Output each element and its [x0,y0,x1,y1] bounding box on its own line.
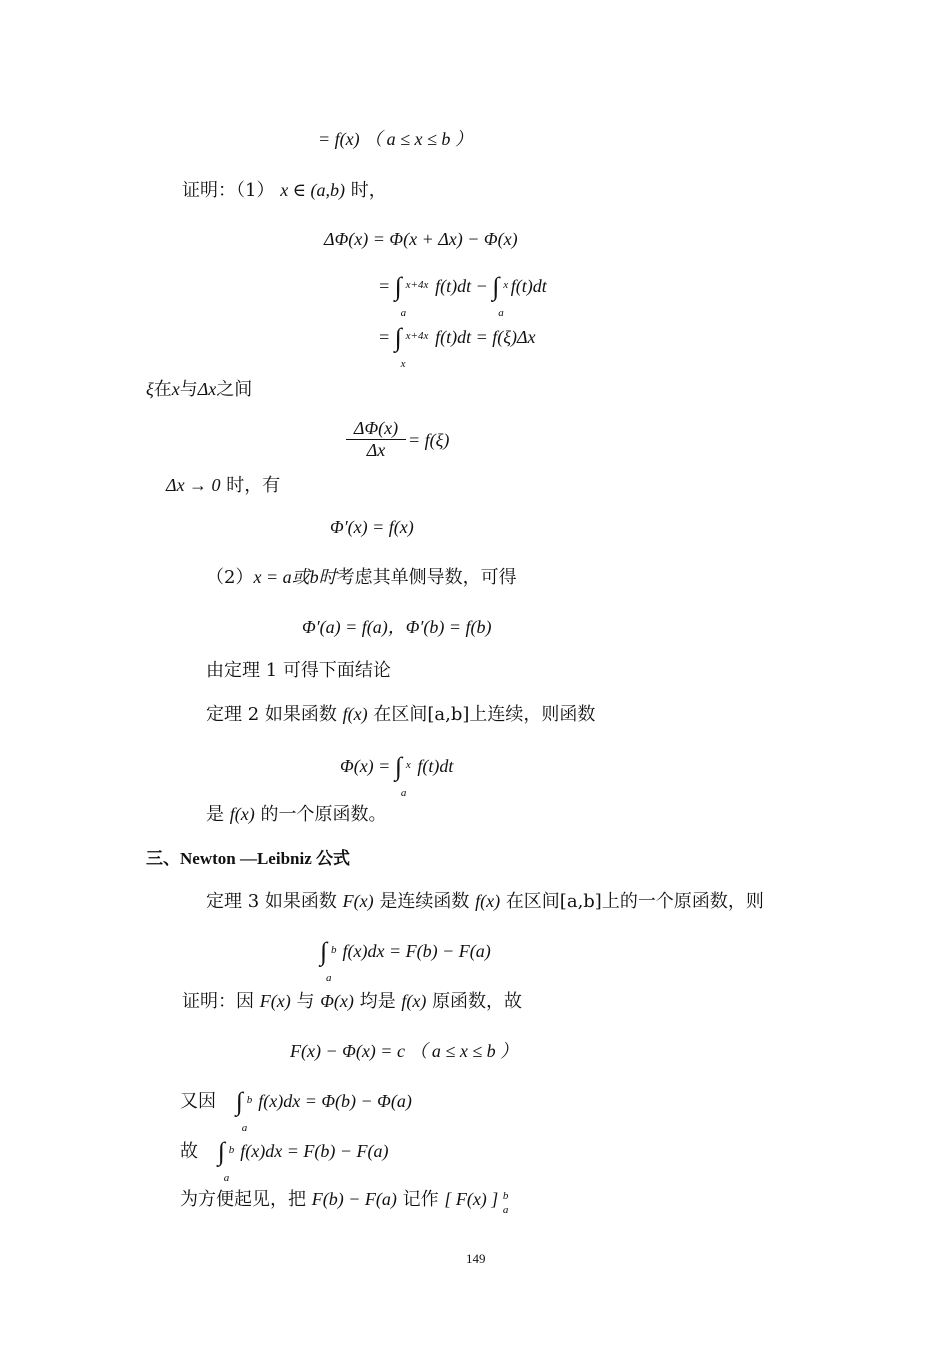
fraction [346,418,406,461]
difference-Fb-Fa: F(b) − F(a) [311,1189,397,1209]
integral-F-body: f(x)dx = F(b) − F(a) [240,1141,389,1161]
lower-limit: a [400,306,407,319]
limit-line [166,474,280,497]
theorem-3-line [206,890,764,913]
text-yu: 与 [179,379,198,400]
text-antiderivative-therefore: 原函数，故 [432,991,523,1012]
when-text: 时， [350,180,387,201]
derivative-equation: Φ′(x) = f(x) [330,517,414,537]
function-fx: f(x) [401,991,427,1011]
upper-limit: x+4x [405,278,429,291]
function-phi: Φ(x) [320,991,354,1011]
integral-sign: ∫ b a [218,1141,232,1165]
upper-limit: b [331,943,337,956]
text-also-because: 又因 [180,1091,216,1112]
delta-x-to-zero: Δx → 0 [166,475,221,495]
integrand: f(t)dt [417,756,454,776]
integral-sign: ∫ x+4x x [395,327,409,351]
fraction-rhs: = f(ξ) [408,430,450,450]
theorem-3-label: 定理 3 如果函数 [206,891,337,912]
integral-sign: ∫ x+4x a [395,276,409,300]
delta-x-symbol: Δx [197,379,217,399]
theorem-2-line [206,703,595,726]
xi-between-line [146,378,252,401]
text-for-convenience: 为方便起见，把 [180,1189,306,1210]
endpoint-derivatives: Φ′(a) = f(a)，Φ′(b) = f(b) [302,617,492,637]
theorem-3-text: 在区间[a,b]上的一个原函数，则 [505,891,764,912]
integrand-1: f(t)dt − [435,276,488,296]
theorem-2-label: 定理 2 如果函数 [206,704,337,725]
equals-sign: = [378,327,391,347]
integral-sign: ∫ x a [395,756,409,780]
upper-limit: b [246,1093,253,1106]
proof-label: 证明：（1） [182,180,275,201]
theorem-2-text: 在区间[a,b]上连续，则函数 [373,704,596,725]
text-denote-as: 记作 [402,1189,439,1210]
x-symbol: x [171,379,180,399]
xi-symbol: ξ [146,379,154,399]
upper-limit: b [228,1143,235,1156]
integral-sign: ∫ b a [320,941,334,965]
fraction-numerator: ΔΦ(x) [353,418,399,438]
function-fx: f(x) [342,704,368,724]
proof-part2-line [206,566,517,589]
integrand: f(t)dt = f(ξ)Δx [435,327,536,347]
part2-label: （2） [206,567,254,588]
delta-phi-equation: ΔΦ(x) = Φ(x + Δx) − Φ(x) [324,229,518,249]
text-continuous-function: 是连续函数 [379,891,470,912]
condition-x-in-ab: x ∈ (a,b) [280,180,345,200]
page-number: 149 [466,1251,486,1266]
lower-limit: x [400,357,406,370]
conclusion-text: 由定理 1 可得下面结论 [206,660,391,681]
text-zai: 在 [153,379,172,400]
integral-sign: ∫ b a [236,1091,250,1115]
text-therefore: 故 [180,1141,198,1162]
lower-limit: a [241,1121,248,1134]
therefore-line [180,1136,389,1184]
text-between: 之间 [216,379,253,400]
function-fx: f(x) [475,891,501,911]
phi-definition [340,751,454,799]
lower-limit: a [223,1171,230,1184]
function-fx: f(x) [229,804,255,824]
mean-value-line [378,322,536,370]
section-heading: 三、Newton —Leibniz 公式 [146,849,350,868]
constant-difference: F(x) − Φ(x) = c （ a ≤ x ≤ b ） [290,1041,519,1061]
upper-limit: b [502,1190,509,1202]
bracket-body: [ F(x) ] [444,1189,499,1209]
equals-sign: = [378,276,391,296]
proof-part1-line [182,179,387,202]
text-and: 与 [296,991,315,1012]
upper-limit: x [503,278,509,291]
integral-phi-body: f(x)dx = Φ(b) − Φ(a) [258,1091,412,1111]
lower-limit: a [498,306,504,319]
also-because-line [180,1086,412,1134]
phi-lhs: Φ(x) = [340,756,391,776]
fraction-denominator: Δx [366,440,386,460]
upper-limit: x+4x [405,329,429,342]
proof-nl-line [182,990,522,1013]
notation-line [180,1188,509,1216]
equation-f-of-x: = f(x) （ a ≤ x ≤ b ） [318,129,473,149]
integrand-2: f(t)dt [510,276,547,296]
one-sided-derivative-text: 考虑其单侧导数，可得 [336,567,517,588]
bracket-notation [444,1189,509,1216]
lower-limit: a [400,786,407,799]
formula-body: f(x)dx = F(b) − F(a) [342,941,491,961]
text-shi: 是 [206,804,224,825]
upper-limit: x [405,758,411,771]
newton-leibniz-formula [320,936,491,984]
text-both-are: 均是 [359,991,396,1012]
antiderivative-statement [206,803,386,826]
proof-because-text: 证明：因 [182,991,254,1012]
function-Fx: F(x) [259,991,291,1011]
antiderivative-text: 的一个原函数。 [260,804,387,825]
endpoint-condition: x = a或b时 [253,567,337,587]
when-have-text: 时，有 [226,475,281,496]
function-Fx: F(x) [342,891,374,911]
lower-limit: a [326,971,332,984]
integral-difference-line [378,271,547,319]
lower-limit: a [502,1204,509,1216]
integral-sign: ∫ x a [492,276,506,300]
